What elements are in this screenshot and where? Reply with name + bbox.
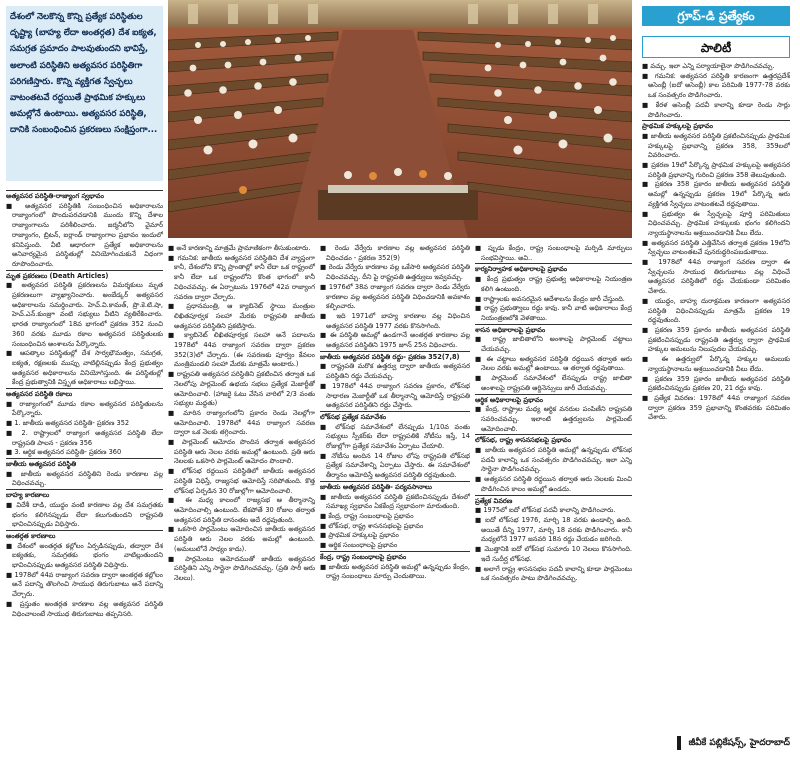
column-paragraph: ■ అత్యవసర పరిస్థితి ఎత్తివేసిన తర్వాత ప్రకరణ 19లోని స్వేచ్ఛలు వాటంతటవే పునరుద్ధరింపబడుతాయి. (642, 238, 790, 257)
column-paragraph: ■ విదేశీ దాడి, యుద్ధం వంటి కారణాల వల్ల దేశ సమగ్రతకు భంగం కలిగినప్పుడు లేదా కలుగుతుందని రాష్ట్రపతి భావించినప్పుడు విధిస్తారు. (6, 500, 163, 529)
column-paragraph: ■ ప్రభుత్వం ఈ స్వేచ్ఛలపై పూర్తి పరిమితులు విధించవచ్చు. ప్రాథమిక హక్కులకు భంగం కలిగిందని న్యాయస్థానాలను ఆశ్రయించడానికి వీలు లేదు. (642, 209, 790, 237)
section-title-text: పాలిటీ (700, 41, 732, 55)
column-paragraph: ■ ఈ మధ్య కాలంలో రాజ్యసభ ఆ తీర్మానాన్ని ఆమోదించాల్సి ఉంటుంది. లేకపోతే 30 రోజుల తర్వాత అత్యవసర పరిస్థితి దానంతట అదే రద్దవుతుంది. (168, 496, 315, 524)
parliament-photo (168, 0, 632, 238)
publisher-credit-text: జీవీకే పబ్లికేషన్స్, హైదరాబాద్ (688, 738, 790, 748)
parliament-photo-illustration (168, 0, 632, 238)
column-paragraph: ■ 1976లో 38వ రాజ్యాంగ సవరణ ద్వారా రెండు వేర్వేరు కారణాల వల్ల అత్యవసర పరిస్థితి విధించడానికి అవకాశం కల్పించారు. (320, 282, 470, 311)
column-paragraph: ■ నోటీసు అందిన 14 రోజుల లోపు రాష్ట్రపతి లోక్‌సభ ప్రత్యేక సమావేశాన్ని ఏర్పాటు చేస్తారు. ఈ సమావేశంలో తీర్మానం ఆమోదిస్తే అత్యవసర పరిస్థితి రద్దవుతుంది. (320, 451, 470, 480)
column-paragraph: ■ ఈ చట్టాలు అత్యవసర పరిస్థితి రద్దయిన తర్వాత ఆరు నెలల వరకు అమల్లో ఉంటాయి. ఆ తర్వాత రద్దవుతాయి. (475, 354, 632, 373)
column-heading: ప్రత్యేక వివరణ (475, 495, 632, 507)
article-column-3 (320, 244, 470, 756)
column-paragraph: ■ పార్లమెంట్ ఆమోదం పొందిన తర్వాత అత్యవసర పరిస్థితి ఆరు నెలల వరకు అమల్లో ఉంటుంది. ప్రతి ఆరు నెలలకు ఒకసారి పార్లమెంట్ ఆమోదం పొందాలి. (168, 438, 315, 466)
column-paragraph: ■ ఐదో లోక్‌సభ 1976, మార్చి 18 వరకు ఉండాల్సి ఉంది. అయితే దీన్ని 1977, మార్చి 18 వరకు పొడిగించారు. కానీ మధ్యలోనే 1977 జనవరి 18న రద్దు చేయడం జరిగింది. (475, 515, 632, 544)
article-column-1 (6, 190, 163, 756)
column-paragraph: ■ రెండు వేర్వేరు కారణాల వల్ల అత్యవసర పరిస్థితి విధించడం - ప్రకరణ 352(9) (320, 244, 470, 262)
column-paragraph: ■ జాతీయ అత్యవసర పరిస్థితి అమల్లో ఉన్నప్పుడు కేంద్రం, రాష్ట్ర సంబంధాలు మార్పు చెందుతాయి. (320, 562, 470, 581)
column-paragraph: ■ ప్రకరణ 358 ప్రకారం జాతీయ అత్యవసర పరిస్థితి అమల్లో ఉన్నప్పుడు ప్రకరణ 19లో పేర్కొన్న ఆరు వ్యక్తిగత స్వేచ్ఛలు వాటంతటవే రద్దవుతాయి. (642, 180, 790, 208)
column-heading: అత్యవసర పరిస్థితి రకాలు (6, 388, 163, 400)
column-paragraph: ■ ఇది 1971లో బాహ్య కారణాల వల్ల విధించిన అత్యవసర పరిస్థితి 1977 వరకు కొనసాగింది. (320, 311, 470, 330)
column-paragraph: ■ అలాగే రాష్ట్ర శాసనసభల పదవీ కాలాన్ని కూడా పార్లమెంటు ఒక సంవత్సరం పాటు పొడిగించవచ్చు. (475, 564, 632, 583)
column-paragraph: ■ ప్రధానమంత్రి, ఆ క్యాబినెట్ స్థాయి మంత్రుల లిఖితపూర్వక సలహా మేరకు రాష్ట్రపతి జాతీయ అత్యవసర పరిస్థితిని ప్రకటిస్తారు. (168, 302, 315, 330)
column-heading: లోక్‌సభ ప్రత్యేక సమావేశం (320, 411, 470, 423)
column-paragraph: ■ పార్లమెంటు ఆమోదముతో జాతీయ అత్యవసర పరిస్థితిని ఎన్ని సార్లైనా పొడిగించవచ్చు. (ప్రతి సారీ ఆరు నెలలు). (168, 554, 315, 582)
column-paragraph: ■ ప్రకరణ 359 ప్రకారం జాతీయ అత్యవసర పరిస్థితి ప్రకటించినప్పుడు ప్రకరణ 20, 21 రద్దు కావు. (642, 374, 790, 393)
group-d-tag-text: గ్రూప్-డి ప్రత్యేకం (677, 9, 755, 23)
column-paragraph: ■ లోక్‌సభ సమావేశంలో లేనప్పుడు 1/10వ వంతు సభ్యులు స్పీకర్‌కు లేదా రాష్ట్రపతికి నోటీసు ఇస్తే, 14 రోజుల్లోగా ప్రత్యేక సమావేశం ఏర్పాటు చేయాలి. (320, 422, 470, 451)
column-paragraph: ■ ఆర్థిక సంబంధాలపై ప్రభావం (320, 541, 398, 550)
column-paragraph: ■ రాష్ట్రపతి మరొక ఉత్తర్వు ద్వారా జాతీయ అత్యవసర పరిస్థితిని రద్దు చేయవచ్చు. (320, 362, 470, 381)
column-heading: జాతీయ అత్యవసర పరిస్థితి- పర్యవసానాలు (320, 481, 470, 493)
column-paragraph: ■ కేరళ అసెంబ్లీ పదవీ కాలాన్ని కూడా రెండు సార్లు పొడిగించారు. (642, 100, 790, 119)
column-paragraph: ■ ప్రస్తుతం అంతర్గత కారణాల వల్ల అత్యవసర పరిస్థితి విధించాలంటే సాయుధ తిరుగుబాటు తప్పనిసరి. (6, 599, 163, 618)
column-paragraph: ■ లోక్‌సభ రద్దయిన పరిస్థితిలో జాతీయ అత్యవసర పరిస్థితి విధిస్తే, రాజ్యసభ ఆమోదిస్తే సరిపోతుంది. కొత్త లోక్‌సభ ఏర్పడిన 30 రోజుల్లోగా ఆమోదించాలి. (168, 467, 315, 495)
column-paragraph: ■ ప్పుడు కేంద్రం, రాష్ట్ర సంబంధాలపై మర్పిడి మార్పులు సంభవిస్తాయి. అవి.. (475, 244, 632, 262)
column-paragraph: ■ ఈ పరిస్థితి అమల్లో ఉండగానే అంతర్గత కారణాల వల్ల అత్యవసర పరిస్థితిని 1975 జూన్ 25న విధించారు. (320, 331, 470, 350)
column-paragraph: ■ ప్రకరణ 359 ప్రకారం జాతీయ అత్యవసర పరిస్థితి ప్రకటించినప్పుడు రాష్ట్రపతి ఉత్తర్వు ద్వారా ప్రాథమిక హక్కుల అమలును నిలుపుదల చేయవచ్చు. (642, 325, 790, 354)
column-paragraph: ■ జాతీయ అత్యవసర పరిస్థితి ప్రకటించినప్పుడు ప్రాథమిక హక్కులపై ప్రభావాన్ని ప్రకరణ 358, 359లలో వివరించారు. (642, 131, 790, 160)
article-column-2 (168, 244, 315, 756)
column-paragraph: ■ 1978లో 44వ రాజ్యాంగ సవరణ ద్వారా ఈ స్వేచ్ఛలను సాయుధ తిరుగుబాటు వల్ల విధించే అత్యవసర పరిస్థితిలో రద్దు చేయకుండా పరిమితం చేశారు. (642, 258, 790, 296)
group-d-tag (642, 6, 790, 26)
column-paragraph: ■ జాతీయ అత్యవసర పరిస్థితి ప్రకటించినప్పుడు దేశంలో సమాఖ్య స్వభావం ఏకకేంద్ర స్వభావంగా మారుతుంది. (320, 492, 470, 511)
column-heading: అత్యవసర పరిస్థితి-రాజ్యాంగ స్వభావం (6, 190, 163, 202)
column-paragraph: ■ లోక్‌సభ, రాష్ట్ర శాసనసభలపై ప్రభావం (320, 521, 424, 530)
column-paragraph: ■ 1978లో 44వ రాజ్యాంగ సవరణ ద్వారా అంతర్గత కల్లోలం అనే పదాన్ని తొలగించి సాయుధ తిరుగుబాటు అనే పదాన్ని చేర్చారు. (6, 570, 163, 599)
column-heading: లోక్‌సభ, రాష్ట్ర శాసనసభలపై ప్రభావం (475, 434, 632, 446)
column-paragraph: ■ గమనిక: అత్యవసర పరిస్థితి కారణంగా ఉత్తరప్రదేశ్ అసెంబ్లీ (ఐదో అసెంబ్లీ) కాల పరిమితి 1977-78 వరకు ఒక సంవత్సరం పొడిగించారు. (642, 71, 790, 100)
column-paragraph: ■ ఆపత్కాల పరిస్థితుల్లో దేశ సార్వభౌమత్వం, సమగ్రత, ఐక్యత, రక్షణలకు ముప్పు వాటిల్లినప్పుడు కేంద్ర ప్రభుత్వం అత్యవసర అధికారాలను వినియోగిస్తుంది. ఈ పరిస్థితుల్లో కేంద్ర ప్రభుత్వానికి విస్తృత అధికారాలు లభిస్తాయి. (6, 349, 163, 387)
column-heading: శాసన అధికారాలపై ప్రభావం (475, 324, 632, 336)
column-heading: మృత ప్రకరణలు (Death Articles) (6, 270, 163, 282)
column-paragraph: ■ కేంద్ర, రాష్ట్రాల మధ్య ఆర్థిక వనరుల పంపిణీని రాష్ట్రపతి సవరించవచ్చు. ఇలాంటి ఉత్తర్వులను పార్లమెంట్ ఆమోదించాలి. (475, 405, 632, 433)
column-paragraph: ■ 2. రాష్ట్రాలలో రాజ్యాంగ అత్యవసర పరిస్థితి లేదా రాష్ట్రపతి పాలన - ప్రకరణ 356 (6, 428, 163, 447)
credit-bar (677, 736, 681, 750)
column-paragraph: ■ అత్యవసర పరిస్థితి రద్దయిన తర్వాత ఆరు నెలలకు మించి పొడిగించిన కాలం అమల్లో ఉండదు. (475, 475, 632, 493)
column-paragraph: ■ 1975లో ఐదో లోక్‌సభ పదవీ కాలాన్ని పొడిగించారు. (475, 506, 616, 515)
column-heading: జాతీయ అత్యవసర పరిస్థితి (6, 458, 163, 470)
column-paragraph: ■ రాజ్యాంగంలో మూడు రకాల అత్యవసర పరిస్థితులను పేర్కొన్నారు. (6, 399, 163, 418)
column-paragraph: ■ 1. జాతీయ అత్యవసర పరిస్థితి- ప్రకరణ 352 (6, 419, 130, 428)
column-heading: కార్యనిర్వాహక అధికారాలపై ప్రభావం (475, 263, 632, 275)
column-paragraph: ■ రాష్ట్రపతి అత్యవసర పరిస్థితిని ప్రకటించిన తర్వాత ఒక నెలలోపు పార్లమెంట్ ఉభయ సభలు ప్రత్యేక మెజార్టీతో ఆమోదించాలి. (హాజరై ఓటు వేసిన వారిలో 2/3 వంతు సభ్యుల మద్దతు) (168, 370, 315, 408)
column-paragraph: ■ రాష్ట్రాలకు అవసరమైన ఆదేశాలను కేంద్రం జారీ చేస్తుంది. (475, 294, 625, 303)
column-heading: కేంద్ర, రాష్ట్ర సంబంధాలపై ప్రభావం (320, 551, 470, 563)
publisher-credit (642, 732, 790, 754)
column-heading: జాతీయ అత్యవసర పరిస్థితి రద్దు- ప్రకరణ 352(7,8) (320, 351, 470, 363)
column-paragraph: ■ 3. ఆర్థిక అత్యవసర పరిస్థితి- ప్రకరణ 360 (6, 448, 122, 457)
column-paragraph: ■ ఈ ఉత్తర్వులో పేర్కొన్న హక్కుల అమలుకు న్యాయస్థానాలను ఆశ్రయించడానికి వీలు లేదు. (642, 355, 790, 373)
column-paragraph: ■ ప్రాథమిక హక్కులపై ప్రభావం (320, 531, 399, 540)
column-paragraph: ■ దేశంలో అంతర్గత కల్లోలం ఏర్పడినప్పుడు, తద్వారా దేశ ఐక్యతకు, సమగ్రతకు భంగం వాటిల్లుతుందని భావించినప్పుడు అత్యవసర పరిస్థితి విధిస్తారు. (6, 541, 163, 570)
column-paragraph: ■ కేంద్ర ప్రభుత్వం రాష్ట్ర ప్రభుత్వ అధికారాలపై నియంత్రణ కలిగి ఉంటుంది. (475, 275, 632, 293)
column-paragraph: ■ మారిన రాజ్యాంగంలోని ప్రకారం రెండు నెలల్లోగా ఆమోదించాలి. 1978లో 44వ రాజ్యాంగ సవరణ ద్వారా ఒక నెలకు తగ్గించారు. (168, 408, 315, 437)
column-paragraph: ■ కేంద్ర, రాష్ట్ర సంబంధాలపై ప్రభావం (320, 511, 414, 520)
column-paragraph: ■ ప్రత్యేక వివరణ: 1978లో 44వ రాజ్యాంగ సవరణ ద్వారా ప్రకరణ 359 ప్రభావాన్ని కొంతవరకు పరిమితం చేశారు. (642, 393, 790, 422)
column-paragraph: ■ ఒకసారి పార్లమెంటు ఆమోదించిన జాతీయ అత్యవసర పరిస్థితి ఆరు నెలల వరకు అమల్లో ఉంటుంది. (అమలులోనే సాధ్యం కాదు). (168, 525, 315, 553)
intro-box (6, 6, 163, 181)
column-heading: ప్రాథమిక హక్కులపై ప్రభావం (642, 120, 790, 132)
column-paragraph: ■ యుద్ధం, బాహ్య దురాక్రమణ కారణంగా అత్యవసర పరిస్థితి విధించినప్పుడు మాత్రమే ప్రకరణ 19 రద్దవుతుంది. (642, 296, 790, 325)
column-paragraph: ■ 1978లో 44వ రాజ్యాంగ సవరణ ప్రకారం, లోక్‌సభ సాధారణ మెజార్టీతో ఒక తీర్మానాన్ని ఆమోదిస్తే రాష్ట్రపతి అత్యవసర పరిస్థితిని రద్దు చేస్తారు. (320, 381, 470, 410)
intro-text: దేశంలో నెలకొన్న కొన్ని ప్రత్యేక పరిస్థితుల దృష్ట్యా (బాహ్య లేదా అంతర్గత) దేశ ఐక్యత, సమగ్రత ప్రమాదం పాలవుతుందని భావిస్తే, అలాంటి పరిస్థితిని అత్యవసర పరిస్థితిగా పరిగణిస్తారు. కొన్ని వ్యక్తిగత స్వేచ్ఛలు వాటంతటవే రద్దయితే ప్రాథమిక హక్కులు అమల్లోనే ఉంటాయి. అత్యవసర పరిస్థితి, దానికి సంబంధించిన ప్రకరణలు సంక్షిప్తంగా... (10, 12, 158, 136)
column-paragraph: ■ రెండు వేర్వేరు కారణాల వల్ల ఒకేసారి అత్యవసర పరిస్థితి విధించవచ్చు. దీని పై రాష్ట్రపతి ఉత్తర్వులు ఇవ్వవచ్చు. (320, 263, 470, 282)
column-paragraph: ■ జాతీయ అత్యవసర పరిస్థితిని రెండు కారణాల వల్ల విధించవచ్చు. (6, 469, 163, 488)
column-paragraph: ■ పార్లమెంట్ సమావేశంలో లేనప్పుడు రాష్ట్ర జాబితా అంశాలపై రాష్ట్రపతి ఆర్డినెన్సులు జారీ చేయవచ్చు. (475, 374, 632, 392)
column-paragraph: ■ జాతీయ అత్యవసర పరిస్థితి అమల్లో ఉన్నప్పుడు లోక్‌సభ పదవీ కాలాన్ని ఒక సంవత్సరం పొడిగించవచ్చు. ఇలా ఎన్ని సార్లైనా పొడిగించవచ్చు. (475, 446, 632, 474)
article-column-4 (475, 244, 632, 756)
column-paragraph: ■ అనే కారణాన్ని మాత్రమే ప్రామాణికంగా తీసుకుంటారు. (168, 244, 311, 252)
column-paragraph: ■ వచ్చు. ఇలా ఎన్ని పర్యాయాలైనా పొడిగించవచ్చు. (642, 62, 775, 70)
column-paragraph: ■ అత్యవసర పరిస్థితి ప్రకరణలను విమర్శకులు మృత ప్రకరణలుగా వ్యాఖ్యానించారు. అంబేడ్కర్ అత్యవసర అధికారాలను సమర్థించారు. హెచ్.వి.కామత్, ప్రొ.కె.టి.షా, హెచ్.ఎన్.కుంజ్రూ వంటి సభ్యులు వీటిని వ్యతిరేకించారు. భారత రాజ్యాంగంలో 18వ భాగంలో ప్రకరణ 352 నుంచి 360 వరకు మూడు రకాల అత్యవసర పరిస్థితులకు సంబంధించిన అంశాలను పేర్కొన్నారు. (6, 281, 163, 348)
article-column-5 (642, 62, 790, 728)
column-paragraph: ■ గమనిక: జాతీయ అత్యవసర పరిస్థితిని దేశ వ్యాప్తంగా కానీ, దేశంలోని కొన్ని ప్రాంతాల్లో కానీ లేదా ఒక రాష్ట్రంలో కానీ లేదా ఒక రాష్ట్రంలోని కొంత భాగంలో కానీ విధించవచ్చు. ఈ ఏర్పాటును 1976లో 42వ రాజ్యాంగ సవరణ ద్వారా చేర్చారు. (168, 253, 315, 301)
section-title (642, 36, 790, 58)
column-paragraph: ■ మొత్తానికి ఐదో లోక్‌సభ సుమారు 10 నెలలు కొనసాగింది. ఇదే సుదీర్ఘ లోక్‌సభ. (475, 545, 632, 563)
column-heading: ఆర్థిక అధికారాలపై ప్రభావం (475, 394, 632, 406)
column-paragraph: ■ అత్యవసర పరిస్థితికి సంబంధించిన అధికారాలను రాజ్యాంగంలో పొందుపరచడానికి ముందు కొన్ని దేశాల రాజ్యాంగాలను పరిశీలించారు. జర్మనీలోని వైమార్ రాజ్యాంగం, బ్రిటన్, ఐర్లాండ్ రాజ్యాంగాల ప్రభావం ఇందులో కనిపిస్తుంది. వీటి ఆధారంగా ప్రత్యేక అధికారాలను అనివార్యమైన పరిస్థితుల్లో వినియోగించుకునే విధంగా రూపొందించారు. (6, 201, 163, 268)
column-heading: బాహ్య కారణాలు (6, 489, 163, 501)
column-paragraph: ■ ప్రకరణ 19లో పేర్కొన్న ప్రాథమిక హక్కులపై అత్యవసర పరిస్థితి ప్రభావాన్ని గురించి ప్రకరణ 358 తెలుపుతుంది. (642, 161, 790, 179)
column-paragraph: ■ రాష్ట్ర జాబితాలోని అంశాలపై పార్లమెంట్ చట్టాలు చేయవచ్చు. (475, 335, 632, 354)
column-heading: అంతర్గత కారణాలు (6, 530, 163, 542)
column-paragraph: ■ రాష్ట్ర ప్రభుత్వాలు రద్దు కావు. కానీ వాటి అధికారాలు కేంద్ర నియంత్రణలోకి వెళతాయి. (475, 304, 632, 322)
column-paragraph: ■ క్యాబినెట్ లిఖితపూర్వక సలహా అనే పదాలను 1978లో 44వ రాజ్యాంగ సవరణ ద్వారా ప్రకరణ 352(3)లో చేర్చారు. (ఈ సవరణకు పూర్వం కేవలం మంత్రిమండలి సలహా మేరకు మాత్రమే అంటారు.) (168, 331, 315, 369)
